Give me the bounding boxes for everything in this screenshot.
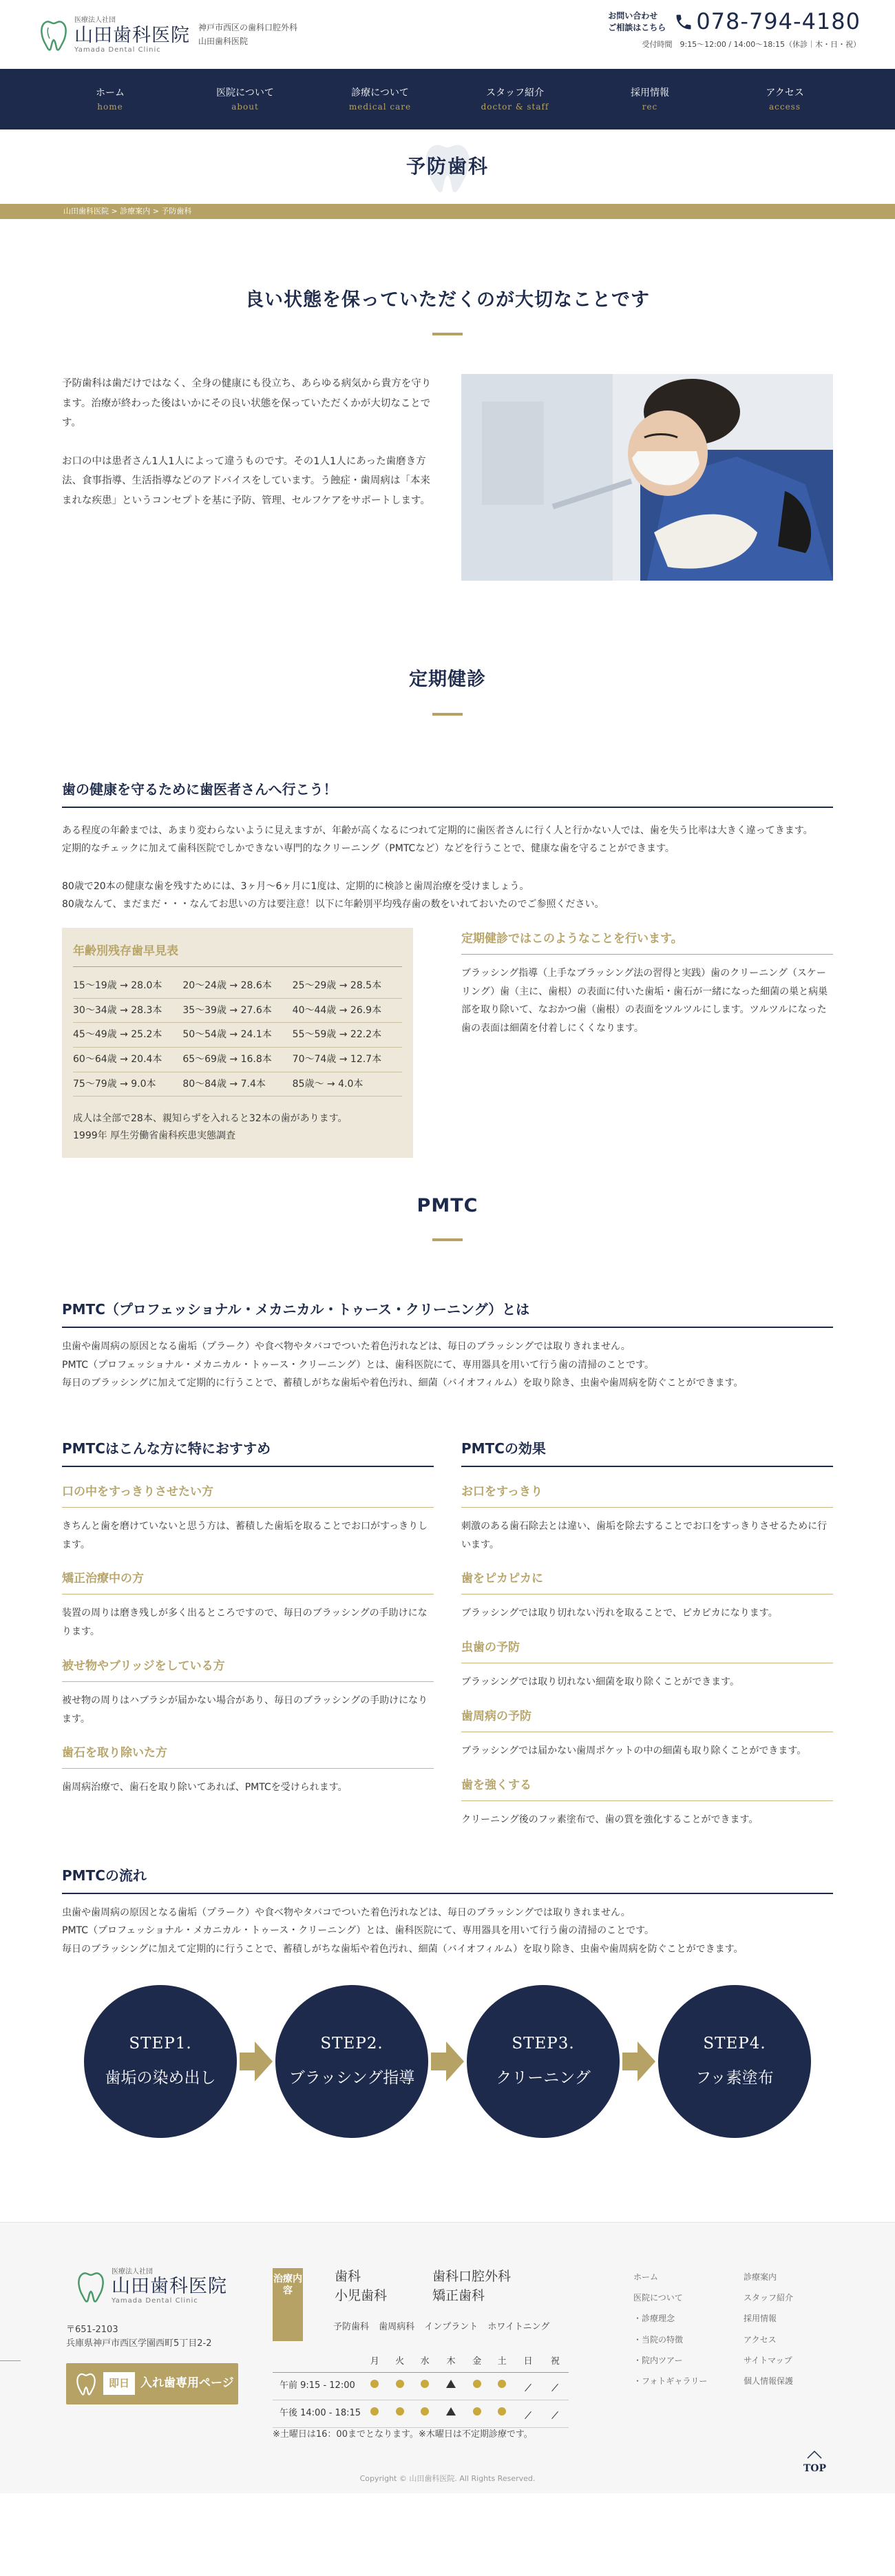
table-cell: 65～69歳 → 16.8本 — [182, 1048, 292, 1072]
nav-home-en: home — [97, 102, 123, 112]
day-header: 金 — [465, 2352, 489, 2373]
page-title: 予防歯科 — [406, 155, 489, 178]
checkup-content-title: 定期健診ではこのようなことを行います。 — [461, 928, 833, 955]
intro-heading: 良い状態を保っていただくのが大切なことです — [245, 289, 650, 311]
footer-link[interactable]: 個人情報保護 — [744, 2376, 794, 2387]
checkup-section — [62, 581, 833, 1157]
open-dot-icon — [498, 2407, 506, 2416]
effect-item-title: 歯をピカピカに — [461, 1568, 833, 1595]
denture-page-button[interactable] — [66, 2363, 238, 2404]
checkup-subheading: 歯の健康を守るために歯医者さんへ行こう！ — [62, 776, 833, 808]
closed-slash-icon — [525, 2411, 531, 2419]
hours-cell — [412, 2400, 437, 2428]
heading-divider — [432, 1238, 463, 1241]
nav-recruit-en: rec — [642, 102, 658, 112]
table-cell: 15～19歳 → 28.0本 — [73, 974, 182, 998]
effect-item-text: ブラッシングでは取り切れない汚れを取ることで、ピカピカになります。 — [461, 1608, 778, 1619]
site-logo[interactable] — [39, 17, 190, 54]
arrow-right-icon — [622, 2042, 655, 2081]
footer-divider — [0, 2360, 21, 2361]
hours-cell — [542, 2400, 569, 2428]
table-header-empty — [273, 2352, 362, 2373]
table-cell: 55～59歳 → 22.2本 — [293, 1023, 402, 1048]
nav-access-label: アクセス — [766, 87, 804, 98]
checkup-content-box — [461, 928, 833, 1158]
site-footer — [0, 2222, 895, 2493]
step-label: 歯垢の染め出し — [105, 2068, 216, 2087]
age-teeth-table — [73, 974, 402, 1097]
checkup-heading: 定期健診 — [409, 669, 486, 691]
pmtc-what-p2: PMTC（プロフェッショナル・メカニカル・トゥース・クリーニング）とは、歯科医院にて、専用器具を用いて行う歯の清掃のことです。 — [62, 1359, 655, 1371]
arrow-right-icon — [431, 2042, 464, 2081]
hours-time: 午前 9:15 - 12:00 — [273, 2373, 362, 2400]
open-dot-icon — [370, 2407, 379, 2416]
checkup-paragraph-4: 80歳なんて、まだまだ・・・なんてお思いの方は要注意！以下に年齢別平均残存歯の数をいれておいたのでご参照ください。 — [62, 899, 604, 911]
step-4-circle — [658, 1985, 811, 2138]
footer-link[interactable]: ・当院の特徴 — [633, 2334, 684, 2345]
age-note-2: 1999年 厚生労働省歯科疾患実態調査 — [73, 1130, 236, 1142]
nav-access[interactable] — [717, 69, 852, 129]
site-header — [0, 0, 895, 69]
footer-logo-corp: 医療法人社団 — [112, 2267, 153, 2276]
table-row — [273, 2400, 569, 2428]
table-row — [73, 998, 402, 1023]
hours-cell — [489, 2400, 514, 2428]
checkup-paragraph-1: ある程度の年齢までは、あまり変わらないように見えますが、年齢が高くなるにつれて定期的に歯医者さんに行く人と行かない人では、歯を失う比率は大きく違ってきます。 — [62, 824, 813, 836]
pmtc-effect-title: PMTCの効果 — [461, 1435, 833, 1467]
recommend-item-title: 矯正治療中の方 — [62, 1568, 434, 1595]
table-cell: 45～49歳 → 25.2本 — [73, 1023, 182, 1048]
day-header: 木 — [437, 2352, 464, 2373]
closed-slash-icon — [551, 2411, 558, 2419]
nav-staff-en: doctor & staff — [481, 102, 549, 112]
hours-cell — [514, 2400, 541, 2428]
table-row — [73, 1072, 402, 1097]
footer-link[interactable]: ・診療理念 — [633, 2314, 675, 2324]
open-dot-icon — [396, 2380, 404, 2388]
table-cell: 50～54歳 → 24.1本 — [182, 1023, 292, 1048]
logo-name: 山田歯科医院 — [74, 24, 190, 46]
phone-number[interactable]: 078-794-4180 — [696, 8, 861, 34]
table-cell: 70～74歳 → 12.7本 — [293, 1048, 402, 1072]
phone-icon — [674, 12, 693, 32]
hours-cell — [437, 2373, 464, 2400]
intro-paragraph-2: お口の中は患者さん1人1人によって違うものです。その1人1人にあった歯磨き方法、食事指導、生活指導などのアドバイスをしています。う蝕症・歯周病は「本来まれな疾患」というコンセプトを基に予防、管理、セルフケアをサポートします。 — [62, 456, 430, 506]
table-header-row — [273, 2352, 569, 2373]
tooth-logo-icon — [39, 18, 69, 52]
footer-link[interactable]: 採用情報 — [744, 2314, 777, 2324]
hours-cell — [362, 2400, 387, 2428]
open-dot-icon — [473, 2380, 481, 2388]
step-number: STEP2. — [320, 2034, 383, 2053]
step-number: STEP3. — [512, 2034, 575, 2053]
pmtc-steps — [62, 1985, 833, 2138]
contact-label-2: ご相談はこちら — [608, 22, 666, 32]
reception-hours: 受付時間 9:15～12:00 / 14:00～18:15（休診｜木・日・祝） — [642, 40, 861, 50]
day-header: 土 — [489, 2352, 514, 2373]
effect-item-title: 歯を強くする — [461, 1774, 833, 1801]
hours-note: ※土曜日は16：00までとなります。※木曜日は不定期診療です。 — [273, 2429, 533, 2440]
recommend-item-text: 装置の周りは磨き残しが多く出るところですので、毎日のブラッシングの手助けになります。 — [62, 1608, 428, 1638]
arrow-right-icon — [240, 2042, 273, 2081]
hours-cell — [362, 2373, 387, 2400]
page-title-banner — [0, 129, 895, 204]
nav-medical-care[interactable] — [313, 69, 448, 129]
copyright: Copyright © 山田歯科医院. All Rights Reserved. — [359, 2473, 536, 2483]
day-header: 火 — [387, 2352, 412, 2373]
pmtc-flow-p3: 毎日のブラッシングに加えて定期的に行うことで、蓄積しがちな歯垢や着色汚れ、細菌（バイオフィルム）を取り除き、虫歯や歯周病を防ぐことができます。 — [62, 1943, 744, 1955]
header-contact — [608, 10, 861, 52]
tooth-logo-icon — [76, 2269, 106, 2304]
effect-item-text: ブラッシングでは届かない歯周ポケットの中の細菌も取り除くことができます。 — [461, 1745, 807, 1757]
open-dot-icon — [421, 2380, 429, 2388]
pmtc-recommend-title: PMTCはこんな方に特におすすめ — [62, 1435, 434, 1467]
pmtc-what-p3: 毎日のブラッシングに加えて定期的に行うことで、蓄積しがちな歯垢や着色汚れ、細菌（バイオフィルム）を取り除き、虫歯や歯周病を防ぐことができます。 — [62, 1378, 744, 1389]
header-address — [198, 21, 297, 49]
global-nav — [0, 69, 895, 129]
day-header: 祝 — [542, 2352, 569, 2373]
step-2-circle — [275, 1985, 428, 2138]
irregular-triangle-icon — [446, 2380, 456, 2388]
age-teeth-table-box — [62, 928, 413, 1158]
hours-cell — [542, 2373, 569, 2400]
irregular-triangle-icon — [446, 2407, 456, 2416]
recommend-item-title: 歯石を取り除いた方 — [62, 1742, 434, 1769]
effect-item-text: ブラッシングでは取り切れない細菌を取り除くことができます。 — [461, 1676, 739, 1688]
dept-name: 歯科 — [335, 2268, 361, 2284]
pmtc-flow-p1: 虫歯や歯周病の原因となる歯垢（プラーク）や食べ物やタバコでついた着色汚れなどは、毎日のブラッシングでは取りきれません。 — [62, 1907, 631, 1918]
recommend-item-text: 歯周病治療で、歯石を取り除いてあれば、PMTCを受けられます。 — [62, 1782, 348, 1794]
hours-time: 午後 14:00 - 18:15 — [273, 2400, 362, 2428]
table-cell: 20～24歳 → 28.6本 — [182, 974, 292, 998]
footer-link[interactable]: 診療案内 — [744, 2272, 777, 2282]
pmtc-what-p1: 虫歯や歯周病の原因となる歯垢（プラーク）や食べ物やタバコでついた着色汚れなどは、毎日のブラッシングでは取りきれません。 — [62, 1340, 631, 1352]
back-to-top-label: TOP — [803, 2462, 826, 2474]
pmtc-what-title: PMTC（プロフェッショナル・メカニカル・トゥース・クリーニング）とは — [62, 1296, 833, 1328]
closed-slash-icon — [525, 2384, 531, 2391]
dept-name: 小児歯科 — [335, 2288, 388, 2304]
nav-recruit-label: 採用情報 — [631, 87, 669, 98]
effect-item-text: クリーニング後のフッ素塗布で、歯の質を強化することができます。 — [461, 1814, 759, 1826]
nav-recruit[interactable] — [582, 69, 717, 129]
nav-medical-care-en: medical care — [348, 102, 412, 112]
logo-en: Yamada Dental Clinic — [74, 45, 161, 54]
clinic-hours-table — [273, 2352, 569, 2429]
footer-link[interactable]: サイトマップ — [744, 2356, 792, 2366]
footer-logo[interactable] — [76, 2268, 227, 2305]
open-dot-icon — [370, 2380, 379, 2388]
footer-address-line: 兵庫県神戸市西区学園西町5丁目2-2 — [66, 2338, 212, 2349]
intro-section — [62, 219, 833, 581]
dept-name: 歯科口腔外科 — [432, 2268, 512, 2284]
pmtc-heading: PMTC — [417, 1194, 478, 1216]
step-1-circle — [84, 1985, 237, 2138]
table-row — [273, 2373, 569, 2400]
nav-home-label: ホーム — [96, 87, 125, 98]
day-header: 水 — [412, 2352, 437, 2373]
table-cell: 30～34歳 → 28.3本 — [73, 998, 182, 1023]
footer-logo-name: 山田歯科医院 — [112, 2276, 227, 2298]
footer-link[interactable]: スタッフ紹介 — [744, 2292, 794, 2303]
table-row — [73, 1048, 402, 1072]
pmtc-flow-title: PMTCの流れ — [62, 1862, 833, 1894]
dental-hygienist-photo — [461, 374, 833, 581]
recommend-item-title: 被せ物やブリッジをしている方 — [62, 1655, 434, 1682]
header-address-line-2: 山田歯科医院 — [198, 37, 249, 47]
hours-cell — [437, 2400, 464, 2428]
effect-item-title: 虫歯の予防 — [461, 1637, 833, 1663]
effect-item-title: 歯周病の予防 — [461, 1705, 833, 1732]
step-label: フッ素塗布 — [695, 2068, 774, 2087]
hours-cell — [387, 2400, 412, 2428]
day-header: 日 — [514, 2352, 541, 2373]
step-number: STEP1. — [129, 2034, 192, 2053]
footer-link[interactable]: アクセス — [744, 2334, 777, 2345]
heading-divider — [432, 713, 463, 716]
age-note-1: 成人は全部で28本、親知らずを入れると32本の歯があります。 — [73, 1113, 348, 1125]
footer-logo-en: Yamada Dental Clinic — [112, 2297, 198, 2305]
table-cell: 85歳～ → 4.0本 — [293, 1072, 402, 1097]
footer-postal: 〒651-2103 — [66, 2324, 118, 2335]
recommend-item-title: 口の中をすっきりさせたい方 — [62, 1481, 434, 1508]
header-address-line-1: 神戸市西区の歯科口腔外科 — [198, 23, 298, 32]
day-header: 月 — [362, 2352, 387, 2373]
contact-label-1: お問い合わせ — [608, 11, 658, 21]
dept-name: 矯正歯科 — [432, 2288, 485, 2304]
nav-staff-label: スタッフ紹介 — [486, 87, 544, 98]
treatment-tag: 治療内容 — [273, 2268, 303, 2341]
logo-corp: 医療法人社団 — [74, 17, 116, 24]
hours-cell — [412, 2373, 437, 2400]
sub-dept-list: 予防歯科 歯周病科 インプラント ホワイトニング — [333, 2321, 550, 2332]
denture-button-badge: 即日 — [103, 2372, 135, 2395]
step-label: クリーニング — [496, 2068, 591, 2087]
footer-links — [633, 2268, 826, 2391]
closed-slash-icon — [551, 2384, 558, 2391]
pmtc-recommend-column — [62, 1435, 434, 1829]
open-dot-icon — [473, 2407, 481, 2416]
step-3-circle — [467, 1985, 620, 2138]
table-cell: 80～84歳 → 7.4本 — [182, 1072, 292, 1097]
checkup-paragraph-3: 80歳で20本の健康な歯を残すためには、3ヶ月～6ヶ月に1度は、定期的に検診と歯周治療を受けましょう。 — [62, 880, 529, 892]
open-dot-icon — [498, 2380, 506, 2388]
nav-about-label: 医院について — [216, 87, 274, 98]
dept-list-2 — [432, 2267, 511, 2306]
hours-cell — [387, 2373, 412, 2400]
table-cell: 60～64歳 → 20.4本 — [73, 1048, 182, 1072]
table-cell: 40～44歳 → 26.9本 — [293, 998, 402, 1023]
pmtc-section — [62, 1158, 833, 2138]
hours-cell — [514, 2373, 541, 2400]
age-table-title: 年齢別残存歯早見表 — [73, 940, 402, 967]
open-dot-icon — [396, 2407, 404, 2416]
hours-cell — [465, 2373, 489, 2400]
recommend-item-text: 被せ物の周りはハブラシが届かない場合があり、毎日のブラッシングの手助けになります。 — [62, 1694, 428, 1725]
pmtc-flow-p2: PMTC（プロフェッショナル・メカニカル・トゥース・クリーニング）とは、歯科医院にて、専用器具を用いて行う歯の清掃のことです。 — [62, 1925, 655, 1937]
photo-illustration — [461, 374, 833, 581]
intro-paragraph-1: 予防歯科は歯だけではなく、全身の健康にも役立ち、あらゆる病気から貴方を守ります。治療が終わった後はいかにその良い状態を保っていただくかが大切なことです。 — [62, 378, 432, 428]
breadcrumb[interactable]: 山田歯科医院 > 診療案内 > 予防歯科 — [0, 204, 895, 219]
recommend-item-text: きちんと歯を磨けていないと思う方は、蓄積した歯垢を取ることでお口がすっきりします。 — [62, 1520, 428, 1550]
nav-staff[interactable] — [448, 69, 582, 129]
footer-link[interactable]: ・院内ツアー — [633, 2356, 683, 2366]
checkup-content-text: ブラッシング指導（上手なブラッシング法の習得と実践）歯のクリーニング（スケーリング）歯（主に、歯根）の表面に付いた歯垢・歯石が一緒になった細菌の巣と病巣部を取り除いて、なおかつ歯（歯根）の表面をツルツルにします。ツルツルになった歯の表面は細菌を付着しにくくなります。 — [461, 968, 828, 1035]
table-row — [73, 1023, 402, 1048]
denture-button-label: 入れ歯専用ページ — [140, 2376, 234, 2391]
table-row — [73, 974, 402, 998]
nav-access-en: access — [768, 102, 801, 112]
pmtc-effect-column — [461, 1435, 833, 1829]
step-number: STEP4. — [703, 2034, 766, 2053]
table-cell: 25～29歳 → 28.5本 — [293, 974, 402, 998]
chevron-up-icon — [806, 2450, 823, 2460]
nav-medical-care-label: 診療について — [351, 87, 409, 98]
table-cell: 75～79歳 → 9.0本 — [73, 1072, 182, 1097]
footer-address — [66, 2323, 212, 2352]
tooth-icon — [74, 2371, 98, 2396]
heading-divider — [432, 333, 463, 335]
effect-item-title: お口をすっきり — [461, 1481, 833, 1508]
hours-cell — [489, 2373, 514, 2400]
step-label: ブラッシング指導 — [288, 2068, 415, 2087]
open-dot-icon — [421, 2407, 429, 2416]
nav-about-en: about — [231, 102, 259, 112]
footer-link[interactable]: 医院について — [633, 2292, 683, 2303]
effect-item-text: 刺激のある歯石除去とは違い、歯垢を除去することでお口をすっきりさせるために行います。 — [461, 1520, 828, 1550]
footer-link[interactable]: ホーム — [633, 2272, 659, 2282]
dept-list-1 — [335, 2267, 387, 2306]
nav-about[interactable] — [178, 69, 313, 129]
footer-link[interactable]: ・フォトギャラリー — [633, 2376, 708, 2387]
hours-cell — [465, 2400, 489, 2428]
checkup-paragraph-2: 定期的なチェックに加えて歯科医院でしかできない専門的なクリーニング（PMTCなど）などを行うことで、健康な歯を守ることができます。 — [62, 843, 675, 855]
table-cell: 35～39歳 → 27.6本 — [182, 998, 292, 1023]
nav-home[interactable] — [43, 69, 178, 129]
